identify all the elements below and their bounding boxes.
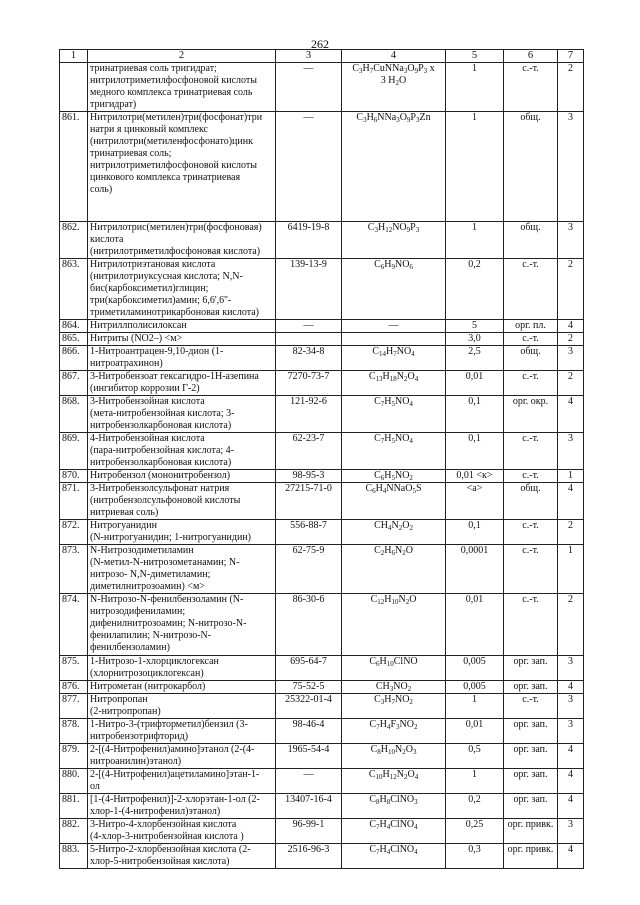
- limit-value: 3,0: [446, 333, 504, 346]
- row-number: 864.: [60, 320, 88, 333]
- chemical-formula: $C_8H_{10}N_2O_3$: [342, 744, 446, 769]
- substance-name: 3-Нитробензойная кислота (мета-нитробензойная кислота; 3- нитробензолкарбоновая кислота): [88, 396, 276, 433]
- row-number: 866.: [60, 346, 88, 371]
- hazard-class: 3: [558, 694, 584, 719]
- table-row: [60, 719, 584, 744]
- table-row: [60, 819, 584, 844]
- page-number: 262: [311, 37, 329, 51]
- table-row: [60, 545, 584, 594]
- limit-value: <а>: [446, 483, 504, 520]
- hazard-indicator: орг. окр.: [504, 396, 558, 433]
- limit-value: 2,5: [446, 346, 504, 371]
- substance-name: 1-Нитро-3-(трифторметил)бензил (3- нитробензотрифторид): [88, 719, 276, 744]
- hazard-indicator: общ.: [504, 346, 558, 371]
- chemical-formula: $C_{14}H_7NO_4$: [342, 346, 446, 371]
- chemical-formula: $CH_4N_2O_2$: [342, 520, 446, 545]
- row-number: 877.: [60, 694, 88, 719]
- table-row: [60, 656, 584, 681]
- table-row: [60, 371, 584, 396]
- column-header: 2: [88, 50, 276, 63]
- chemical-formula: $C_7H_5NO_4$: [342, 433, 446, 470]
- hazard-indicator: орг. зап.: [504, 681, 558, 694]
- table-row: [60, 844, 584, 869]
- hazard-indicator: орг. зап.: [504, 769, 558, 794]
- column-header: 3: [276, 50, 342, 63]
- substance-name: Нитрогуанидин (N-нитрогуанидин; 1-нитрогуанидин): [88, 520, 276, 545]
- limit-value: 1: [446, 222, 504, 259]
- limit-value: 0,01 <к>: [446, 470, 504, 483]
- column-header: 1: [60, 50, 88, 63]
- substance-name: N-Нитрозо-N-фенилбензоламин (N- нитрозодифениламин; дифенилнитрозоамин; N-нитрозо-N- фенилапилин; N-нитрозо-N- фенилбензоламин): [88, 594, 276, 656]
- column-header: 5: [446, 50, 504, 63]
- cas-number: —: [276, 769, 342, 794]
- row-number: 869.: [60, 433, 88, 470]
- substance-name: 5-Нитро-2-хлорбензойная кислота (2- хлор-5-нитробензойная кислота): [88, 844, 276, 869]
- substance-name: 3-Нитробензоат гексагидро-1Н-азепина (ингибитор коррозии Г-2): [88, 371, 276, 396]
- cas-number: 121-92-6: [276, 396, 342, 433]
- hazard-indicator: с.-т.: [504, 371, 558, 396]
- chemical-formula: $C_6H_5NO_2$: [342, 470, 446, 483]
- hazard-class: 2: [558, 333, 584, 346]
- limit-value: 1: [446, 694, 504, 719]
- hazard-indicator: орг. привк.: [504, 819, 558, 844]
- cas-number: —: [276, 320, 342, 333]
- hazard-indicator: с.-т.: [504, 63, 558, 112]
- cas-number: 13407-16-4: [276, 794, 342, 819]
- chemical-formula: $C_7H_4ClNO_4$: [342, 819, 446, 844]
- row-number: 879.: [60, 744, 88, 769]
- chemical-formula: $C_3H_7NO_2$: [342, 694, 446, 719]
- substance-name: 2-[(4-Нитрофенил)ацетиламино]этан-1- ол: [88, 769, 276, 794]
- table-row: [60, 63, 584, 112]
- hazard-indicator: с.-т.: [504, 259, 558, 320]
- table-row: [60, 112, 584, 222]
- hazard-class: 3: [558, 222, 584, 259]
- hazard-class: 3: [558, 819, 584, 844]
- table-row: [60, 333, 584, 346]
- hazard-class: 4: [558, 844, 584, 869]
- table-row: [60, 794, 584, 819]
- hazard-indicator: общ.: [504, 112, 558, 222]
- substance-name: 1-Нитроантрацен-9,10-дион (1- нитроатрахинон): [88, 346, 276, 371]
- row-number: 865.: [60, 333, 88, 346]
- hazard-class: 4: [558, 769, 584, 794]
- cas-number: 82-34-8: [276, 346, 342, 371]
- hazard-indicator: с.-т.: [504, 694, 558, 719]
- hazard-indicator: с.-т.: [504, 520, 558, 545]
- cas-number: —: [276, 63, 342, 112]
- table-row: [60, 769, 584, 794]
- table-row: [60, 470, 584, 483]
- cas-number: —: [276, 112, 342, 222]
- substance-name: Нитропропан (2-нитропропан): [88, 694, 276, 719]
- table-row: [60, 681, 584, 694]
- limit-value: 0,2: [446, 259, 504, 320]
- limit-value: 0,1: [446, 396, 504, 433]
- cas-number: 62-75-9: [276, 545, 342, 594]
- row-number: 880.: [60, 769, 88, 794]
- hazard-class: 4: [558, 681, 584, 694]
- hazard-class: 2: [558, 371, 584, 396]
- cas-number: 1965-54-4: [276, 744, 342, 769]
- chemical-formula: $C_3H_{12}NO_9P_3$: [342, 222, 446, 259]
- chemical-formula: $C_{13}H_{18}N_2O_4$: [342, 371, 446, 396]
- row-number: 875.: [60, 656, 88, 681]
- limit-value: 0,01: [446, 719, 504, 744]
- cas-number: [276, 333, 342, 346]
- chemical-formula: $C_8H_8ClNO_3$: [342, 794, 446, 819]
- hazard-class: 3: [558, 112, 584, 222]
- chemical-formula: $C_6H_{10}ClNO$: [342, 656, 446, 681]
- cas-number: 96-99-1: [276, 819, 342, 844]
- hazard-class: 4: [558, 483, 584, 520]
- substance-name: Нитрилотриэтановая кислота (нитрилотриуксусная кислота; N,N- бис(карбоксиметил)глицин; три(карбоксиметил)амин; 6,6',6''- триметиламинотрикарбоновая кислота): [88, 259, 276, 320]
- substance-name: Нитриллполисилоксан: [88, 320, 276, 333]
- cas-number: 695-64-7: [276, 656, 342, 681]
- row-number: 881.: [60, 794, 88, 819]
- row-number: 883.: [60, 844, 88, 869]
- table-header-row: [60, 50, 584, 63]
- chemical-formula: $C_{12}H_{10}N_2O$: [342, 594, 446, 656]
- limit-value: 0,1: [446, 433, 504, 470]
- table-row: [60, 259, 584, 320]
- hazard-class: 2: [558, 594, 584, 656]
- row-number: 862.: [60, 222, 88, 259]
- table-row: [60, 222, 584, 259]
- row-number: 872.: [60, 520, 88, 545]
- hazard-class: 4: [558, 744, 584, 769]
- limit-value: 5: [446, 320, 504, 333]
- limit-value: 0,25: [446, 819, 504, 844]
- table-row: [60, 594, 584, 656]
- hazard-class: 4: [558, 396, 584, 433]
- cas-number: 139-13-9: [276, 259, 342, 320]
- hazard-class: 3: [558, 346, 584, 371]
- hazard-class: 1: [558, 470, 584, 483]
- cas-number: 86-30-6: [276, 594, 342, 656]
- chemical-formula: —: [342, 320, 446, 333]
- substance-name: Нитробензол (мононитробензол): [88, 470, 276, 483]
- hazard-class: 2: [558, 520, 584, 545]
- substance-name: Нитрилотрис(метилен)три(фосфоновая) кислота (нитрилотриметилфосфоновая кислота): [88, 222, 276, 259]
- cas-number: 27215-71-0: [276, 483, 342, 520]
- row-number: 878.: [60, 719, 88, 744]
- table-row: [60, 483, 584, 520]
- row-number: 868.: [60, 396, 88, 433]
- hazard-indicator: орг. зап.: [504, 719, 558, 744]
- limit-value: 0,005: [446, 681, 504, 694]
- row-number: [60, 63, 88, 112]
- limit-value: 0,1: [446, 520, 504, 545]
- hazard-indicator: орг. привк.: [504, 844, 558, 869]
- row-number: 863.: [60, 259, 88, 320]
- substance-name: Нитриты (NO2–) <м>: [88, 333, 276, 346]
- row-number: 876.: [60, 681, 88, 694]
- cas-number: 25322-01-4: [276, 694, 342, 719]
- hazard-class: 4: [558, 794, 584, 819]
- hazard-indicator: с.-т.: [504, 594, 558, 656]
- row-number: 870.: [60, 470, 88, 483]
- substance-name: Нитрометан (нитрокарбол): [88, 681, 276, 694]
- table-row: [60, 433, 584, 470]
- substance-name: тринатриевая соль тригидрат; нитрилотриметилфосфоновой кислоты медного комплекса тринатриевая соль тригидрат): [88, 63, 276, 112]
- hazard-indicator: орг. зап.: [504, 656, 558, 681]
- row-number: 873.: [60, 545, 88, 594]
- cas-number: 62-23-7: [276, 433, 342, 470]
- chemical-formula: $C_3H_7CuNNa_3O_9P_3$ x 3 $H_2O$: [342, 63, 446, 112]
- hazard-class: 3: [558, 656, 584, 681]
- table-row: [60, 320, 584, 333]
- hazard-class: 2: [558, 63, 584, 112]
- limit-value: 1: [446, 769, 504, 794]
- chemical-formula: $C_3H_6NNa_3O_9P_3Zn$: [342, 112, 446, 222]
- chemical-formula: $CH_3NO_2$: [342, 681, 446, 694]
- column-header: 7: [558, 50, 584, 63]
- table-row: [60, 744, 584, 769]
- row-number: 874.: [60, 594, 88, 656]
- limit-value: 0,5: [446, 744, 504, 769]
- hazard-indicator: с.-т.: [504, 433, 558, 470]
- substance-name: 3-Нитробензолсульфонат натрия (нитробензолсульфоновой кислоты нитриевая соль): [88, 483, 276, 520]
- limit-value: 0,01: [446, 371, 504, 396]
- column-header: 4: [342, 50, 446, 63]
- substance-name: 1-Нитрозо-1-хлорциклогексан (хлорнитрозоциклогексан): [88, 656, 276, 681]
- chemical-formula: $C_7H_4F_3NO_2$: [342, 719, 446, 744]
- limit-value: 1: [446, 63, 504, 112]
- limit-value: 0,01: [446, 594, 504, 656]
- chemical-formula: $C_6H_9NO_6$: [342, 259, 446, 320]
- cas-number: 2516-96-3: [276, 844, 342, 869]
- hazard-indicator: с.-т.: [504, 333, 558, 346]
- hazard-class: 4: [558, 320, 584, 333]
- substance-table: [59, 49, 584, 869]
- cas-number: 7270-73-7: [276, 371, 342, 396]
- chemical-formula: $C_6H_4NNaO_5S$: [342, 483, 446, 520]
- column-header: 6: [504, 50, 558, 63]
- limit-value: 1: [446, 112, 504, 222]
- row-number: 861.: [60, 112, 88, 222]
- hazard-class: 3: [558, 433, 584, 470]
- limit-value: 0,2: [446, 794, 504, 819]
- table-row: [60, 694, 584, 719]
- substance-name: Нитрилотри(метилен)три(фосфонат)три натри я цинковый комплекс (нитрилотри(метиленфосфонато)цинк тринатриевая соль; нитрилотриметилфосфоновой кислоты цинкового комплекса тринатриевая соль): [88, 112, 276, 222]
- substance-name: N-Нитрозодиметиламин (N-метил-N-нитрозометанамин; N- нитрозо- N,N-диметиламин; диметилнитрозоамин) <м>: [88, 545, 276, 594]
- hazard-class: 2: [558, 259, 584, 320]
- substance-name: [1-(4-Нитрофенил)]-2-хлорэтан-1-ол (2- хлор-1-(4-нитрофенил)этанол): [88, 794, 276, 819]
- cas-number: 6419-19-8: [276, 222, 342, 259]
- substance-name: 3-Нитро-4-хлорбензойная кислота (4-хлор-3-нитробензойная кислота ): [88, 819, 276, 844]
- cas-number: 98-95-3: [276, 470, 342, 483]
- substance-name: 2-[(4-Нитрофенил)амино]этанол (2-(4- нитроанилин)этанол): [88, 744, 276, 769]
- chemical-formula: $C_{10}H_{12}N_2O_4$: [342, 769, 446, 794]
- cas-number: 75-52-5: [276, 681, 342, 694]
- row-number: 882.: [60, 819, 88, 844]
- hazard-indicator: орг. зап.: [504, 794, 558, 819]
- chemical-formula: [342, 333, 446, 346]
- table-row: [60, 520, 584, 545]
- hazard-indicator: общ.: [504, 222, 558, 259]
- hazard-class: 3: [558, 719, 584, 744]
- table-row: [60, 346, 584, 371]
- cas-number: 98-46-4: [276, 719, 342, 744]
- limit-value: 0,3: [446, 844, 504, 869]
- hazard-indicator: общ.: [504, 483, 558, 520]
- hazard-indicator: с.-т.: [504, 545, 558, 594]
- row-number: 871.: [60, 483, 88, 520]
- chemical-formula: $C_7H_4ClNO_4$: [342, 844, 446, 869]
- limit-value: 0,005: [446, 656, 504, 681]
- row-number: 867.: [60, 371, 88, 396]
- hazard-indicator: с.-т.: [504, 470, 558, 483]
- cas-number: 556-88-7: [276, 520, 342, 545]
- hazard-indicator: орг. пл.: [504, 320, 558, 333]
- chemical-formula: $C_2H_6N_2O$: [342, 545, 446, 594]
- chemical-formula: $C_7H_5NO_4$: [342, 396, 446, 433]
- table-row: [60, 396, 584, 433]
- substance-name: 4-Нитробензойная кислота (пара-нитробензойная кислота; 4- нитробензолкарбоновая кислота): [88, 433, 276, 470]
- hazard-indicator: орг. зап.: [504, 744, 558, 769]
- hazard-class: 1: [558, 545, 584, 594]
- limit-value: 0,0001: [446, 545, 504, 594]
